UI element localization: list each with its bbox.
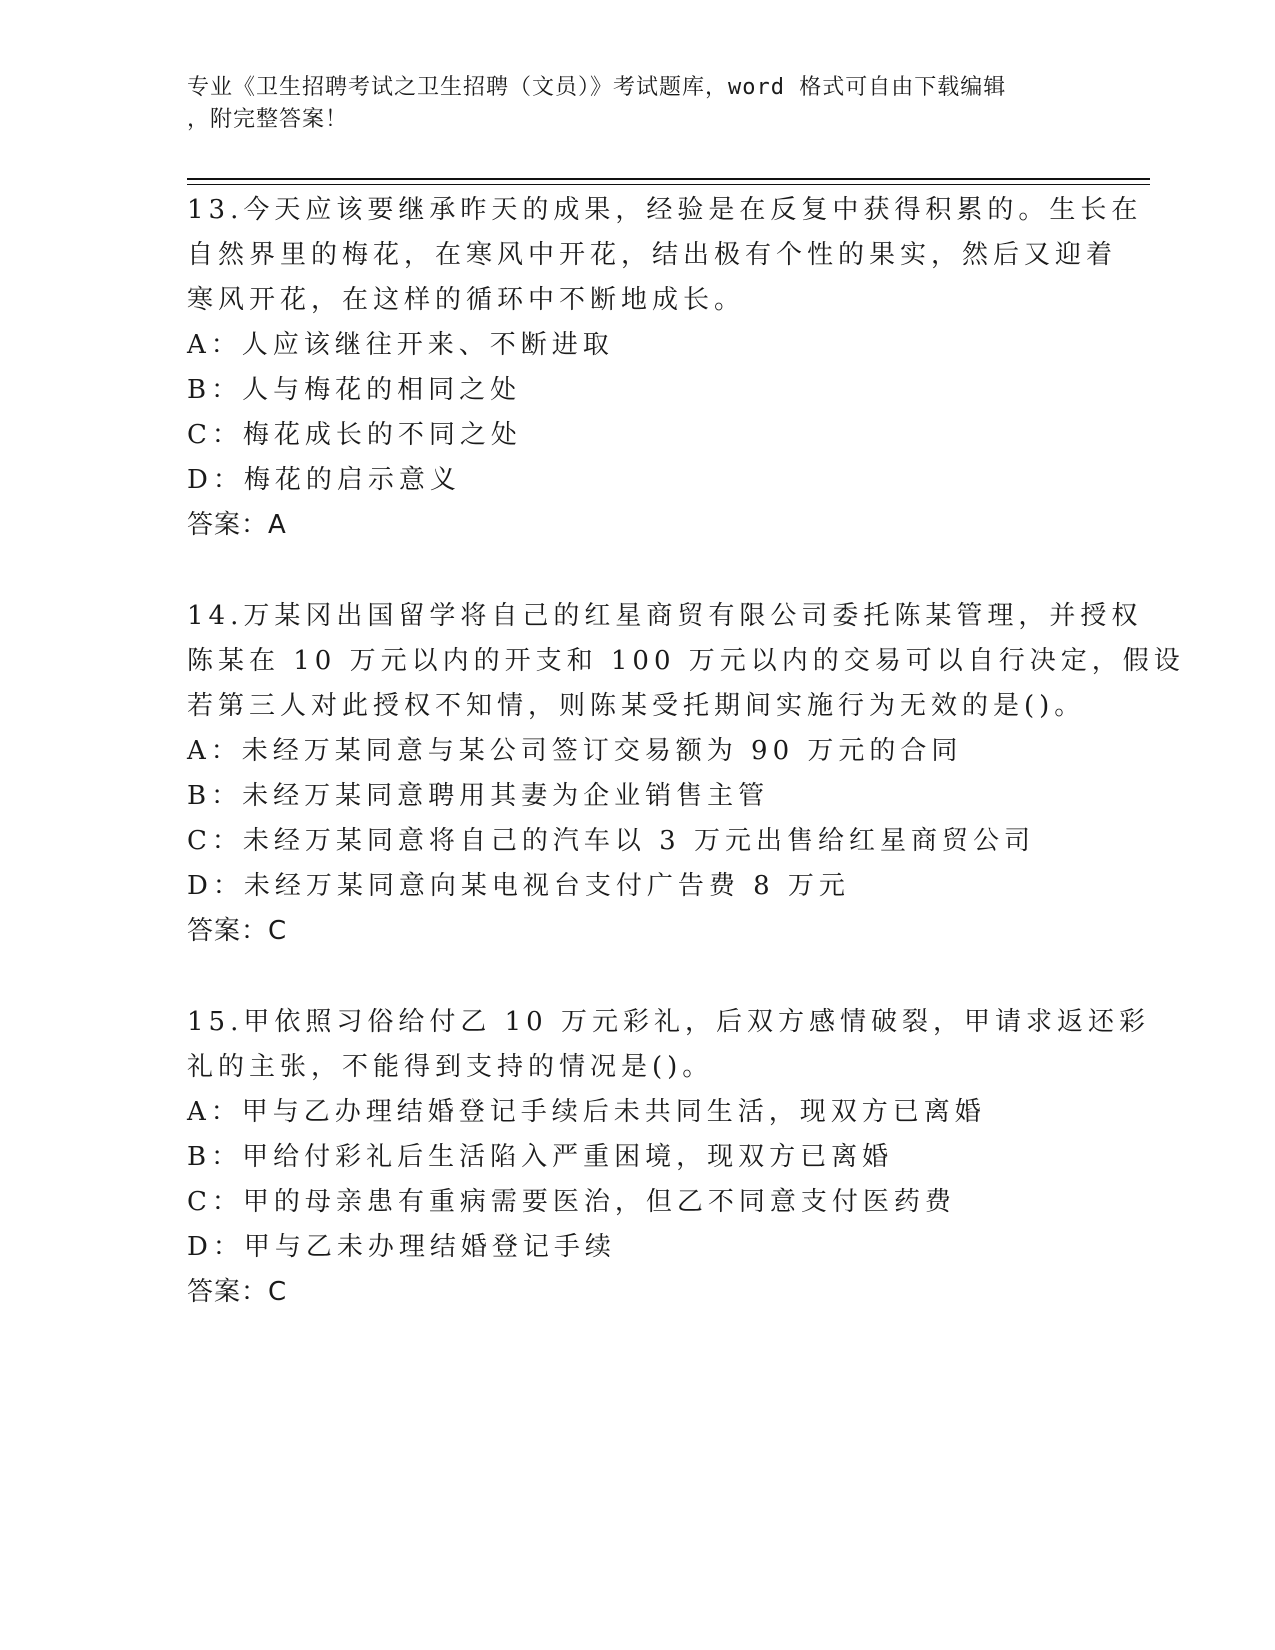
question-stem: 若第三人对此授权不知情，则陈某受托期间实施行为无效的是()。 [187, 691, 1086, 721]
header-line: 专业《卫生招聘考试之卫生招聘（文员）》考试题库，word 格式可自由下载编辑 [187, 75, 1007, 100]
option-d: D：甲与乙未办理结婚登记手续 [187, 1232, 616, 1262]
question-stem: 15.甲依照习俗给付乙 10 万元彩礼，后双方感情破裂，甲请求返还彩 [187, 1007, 1150, 1037]
header-line: ，附完整答案！ [187, 107, 349, 132]
option-a: A：未经万某同意与某公司签订交易额为 90 万元的合同 [187, 736, 963, 766]
option-c: C：梅花成长的不同之处 [187, 420, 522, 450]
option-a: A：人应该继往开来、不断进取 [187, 330, 614, 360]
question-stem: 礼的主张，不能得到支持的情况是()。 [187, 1052, 714, 1082]
option-c: C：甲的母亲患有重病需要医治，但乙不同意支付医药费 [187, 1187, 956, 1217]
question-stem: 陈某在 10 万元以内的开支和 100 万元以内的交易可以自行决定，假设 [187, 646, 1185, 676]
document-header [187, 72, 1087, 136]
question-stem: 寒风开花，在这样的循环中不断地成长。 [187, 285, 746, 315]
option-a: A：甲与乙办理结婚登记手续后未共同生活，现双方已离婚 [187, 1097, 986, 1127]
option-c: C：未经万某同意将自己的汽车以 3 万元出售给红星商贸公司 [187, 826, 1035, 856]
answer-label: 答案：A [187, 510, 287, 540]
option-d: D：未经万某同意向某电视台支付广告费 8 万元 [187, 871, 850, 901]
option-d: D：梅花的启示意义 [187, 465, 461, 495]
question-list [187, 188, 1185, 1361]
option-b: B：人与梅花的相同之处 [187, 375, 522, 405]
question-stem: 13.今天应该要继承昨天的成果，经验是在反复中获得积累的。生长在 [187, 195, 1143, 225]
question-14 [187, 594, 1185, 954]
question-stem: 自然界里的梅花，在寒风中开花，结出极有个性的果实，然后又迎着 [187, 240, 1118, 270]
answer-label: 答案：C [187, 916, 288, 946]
answer-label: 答案：C [187, 1277, 288, 1307]
question-15 [187, 1000, 1150, 1315]
question-13 [187, 188, 1143, 548]
question-stem: 14.万某冈出国留学将自己的红星商贸有限公司委托陈某管理，并授权 [187, 601, 1143, 631]
option-b: B：未经万某同意聘用其妻为企业销售主管 [187, 781, 770, 811]
option-b: B：甲给付彩礼后生活陷入严重困境，现双方已离婚 [187, 1142, 894, 1172]
header-divider-thin [187, 184, 1150, 185]
header-divider-thick [187, 178, 1150, 180]
